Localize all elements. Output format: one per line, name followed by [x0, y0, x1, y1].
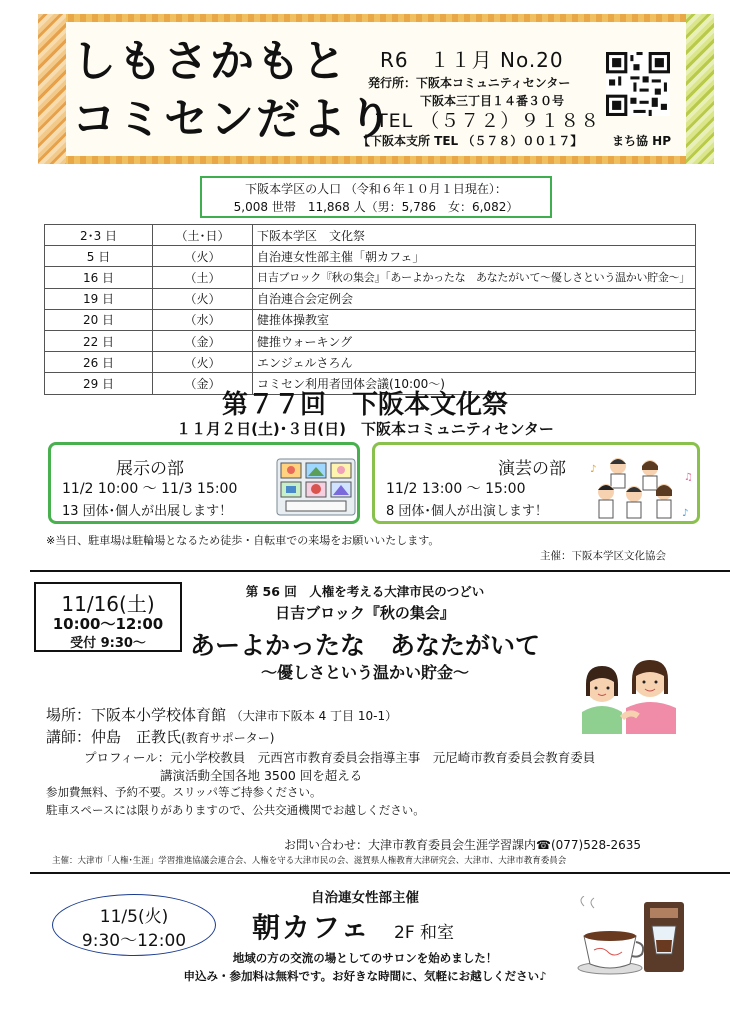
coffee-icon [574, 896, 690, 978]
newsletter-title-line2: コミセンだより [72, 94, 394, 145]
schedule-weekday: （土･日） [153, 225, 253, 246]
schedule-date: 19 日 [45, 288, 153, 309]
svg-text:♫: ♫ [684, 472, 693, 483]
lecture-time: 10:00～12:00 [52, 615, 164, 633]
cafe-title: 朝カフェ [252, 911, 371, 944]
cafe-date: 11/5(火) [99, 907, 169, 927]
lecture-venue [46, 704, 397, 725]
cafe-description: 地域の方の交流の場としてのサロンを始めました！ [232, 951, 498, 965]
schedule-event: エンジェルさろん [253, 352, 696, 373]
svg-text:♪: ♪ [590, 464, 597, 475]
qr-code-icon[interactable] [606, 52, 670, 116]
schedule-event: 健推体操教室 [253, 309, 696, 330]
lecturer-profile: プロフィール：元小学校教員 元西宮市教育委員会指導主事 元尼崎市教育委員会教育委員 [84, 750, 596, 765]
schedule-event: コミセン利用者団体会議(10:00～) [253, 373, 696, 394]
banner-stripe-left [38, 14, 66, 164]
artwork-display-icon [276, 458, 356, 516]
lecturer-profile-cont: 講演活動全国各地 3500 回を超える [160, 768, 363, 783]
lecture-title: あーよかったな あなたがいて [189, 631, 540, 660]
schedule-weekday: （水） [153, 309, 253, 330]
organizers: 主催：大津市「人権･生涯」学習推進協議会連合会、人権を守る大津市民の会、滋賀県人権教育大津研究会、大津市、大津市教育委員会 [52, 856, 567, 866]
branch-telephone: 【下阪本支所 TEL （５７８）００１７】 [358, 134, 583, 148]
table-row [45, 288, 696, 309]
banner-stripe-bottom [38, 156, 714, 164]
cafe-description-cont: 申込み・参加料は無料です。お好きな時間に、気軽にお越しください♪ [183, 969, 547, 983]
exhibition-time: 11/2 10:00 ～ 11/3 15:00 [62, 481, 238, 497]
schedule-date: 20 日 [45, 309, 153, 330]
section-divider [30, 872, 730, 874]
population-box [200, 176, 552, 218]
exhibition-title: 展示の部 [116, 459, 184, 479]
schedule-event: 自治連合会定例会 [253, 288, 696, 309]
section-divider [30, 570, 730, 572]
lecture-series: 第 56 回 人権を考える大津市民のつどい [245, 584, 485, 599]
schedule-weekday: （金） [153, 373, 253, 394]
table-row [45, 225, 696, 246]
table-row [45, 246, 696, 267]
schedule-date: 16 日 [45, 267, 153, 288]
choir-illustration-icon [588, 450, 694, 520]
festival-sponsor: 主催：下阪本学区文化協会 [540, 550, 666, 562]
schedule-event: 健推ウォーキング [253, 330, 696, 351]
telephone: TEL （５７２）９１８８ [376, 110, 601, 132]
venue-address: （大津市下阪本 4 丁目 10-1） [230, 709, 398, 723]
svg-text:♪: ♪ [682, 508, 689, 519]
newsletter-title-line1: しもさかもと [72, 36, 348, 87]
population-line2: 5,008 世帯 11,868 人（男：5,786 女：6,082） [233, 200, 519, 214]
performance-time: 11/2 13:00 ～ 15:00 [386, 481, 526, 497]
transit-note: 駐車スペースには限りがありますので、公共交通機関でお越しください。 [46, 803, 425, 817]
cafe-sponsor: 自治連女性部主催 [311, 890, 419, 906]
issue-number: R6 １１月 No.20 [380, 48, 564, 72]
mother-child-illustration-icon [578, 652, 682, 734]
schedule-event: 自治連女性部主催「朝カフェ」 [253, 246, 696, 267]
lecture-subtitle: ～優しさという温かい貯金～ [260, 663, 469, 682]
festival-date-venue: １１月２日(土)･３日(日) 下阪本コミュニティセンター [176, 420, 554, 438]
festival-title: 第７７回 下阪本文化祭 [221, 390, 508, 420]
schedule-date: 2･3 日 [45, 225, 153, 246]
performance-note: 8 団体･個人が出演します！ [386, 504, 548, 519]
schedule-event: 日吉ブロック『秋の集会』「あーよかったな あなたがいて～優しさという温かい貯金～」 [253, 267, 696, 288]
schedule-weekday: （火） [153, 352, 253, 373]
schedule-event: 下阪本学区 文化祭 [253, 225, 696, 246]
performance-title: 演芸の部 [498, 459, 566, 479]
lecturer-name: 講師：仲島 正教氏 [46, 728, 182, 746]
table-row [45, 309, 696, 330]
exhibition-note: 13 団体･個人が出展します！ [62, 504, 233, 519]
venue-label: 場所：下阪本小学校体育館 [46, 706, 227, 724]
lecturer-role: (教育サポーター) [181, 731, 275, 745]
schedule-date: 22 日 [45, 330, 153, 351]
banner-stripe-top [38, 14, 714, 22]
schedule-table [44, 224, 696, 395]
lecture-date: 11/16(土) [61, 592, 155, 616]
table-row [45, 267, 696, 288]
contact-info: お問い合わせ：大津市教育委員会生涯学習課内☎(077)528-2635 [284, 838, 641, 852]
lecture-block-name: 日吉ブロック『秋の集会』 [275, 604, 455, 622]
lecturer [46, 726, 274, 747]
schedule-date: 29 日 [45, 373, 153, 394]
table-row [45, 330, 696, 351]
cafe-room: 2F 和室 [394, 923, 454, 943]
schedule-date: 5 日 [45, 246, 153, 267]
address: 下阪本三丁目１４番３０号 [420, 94, 565, 108]
schedule-weekday: （火） [153, 246, 253, 267]
parking-note: ※当日、駐車場は駐輪場となるため徒歩・自転車での来場をお願いいたします。 [46, 534, 440, 547]
schedule-weekday: （金） [153, 330, 253, 351]
qr-label: まち協 HP [612, 134, 672, 148]
publisher: 発行所：下阪本コミュニティセンター [368, 76, 571, 90]
schedule-date: 26 日 [45, 352, 153, 373]
schedule-weekday: （火） [153, 288, 253, 309]
lecture-reception: 受付 9:30～ [70, 636, 146, 651]
cafe-time: 9:30～12:00 [81, 931, 187, 951]
table-row [45, 352, 696, 373]
schedule-weekday: （土） [153, 267, 253, 288]
banner-stripe-right [686, 14, 714, 164]
population-line1: 下阪本学区の人口 （令和６年１０月１日現在）： [245, 182, 507, 196]
fee-note: 参加費無料、予約不要。スリッパ等ご持参ください。 [46, 785, 322, 799]
